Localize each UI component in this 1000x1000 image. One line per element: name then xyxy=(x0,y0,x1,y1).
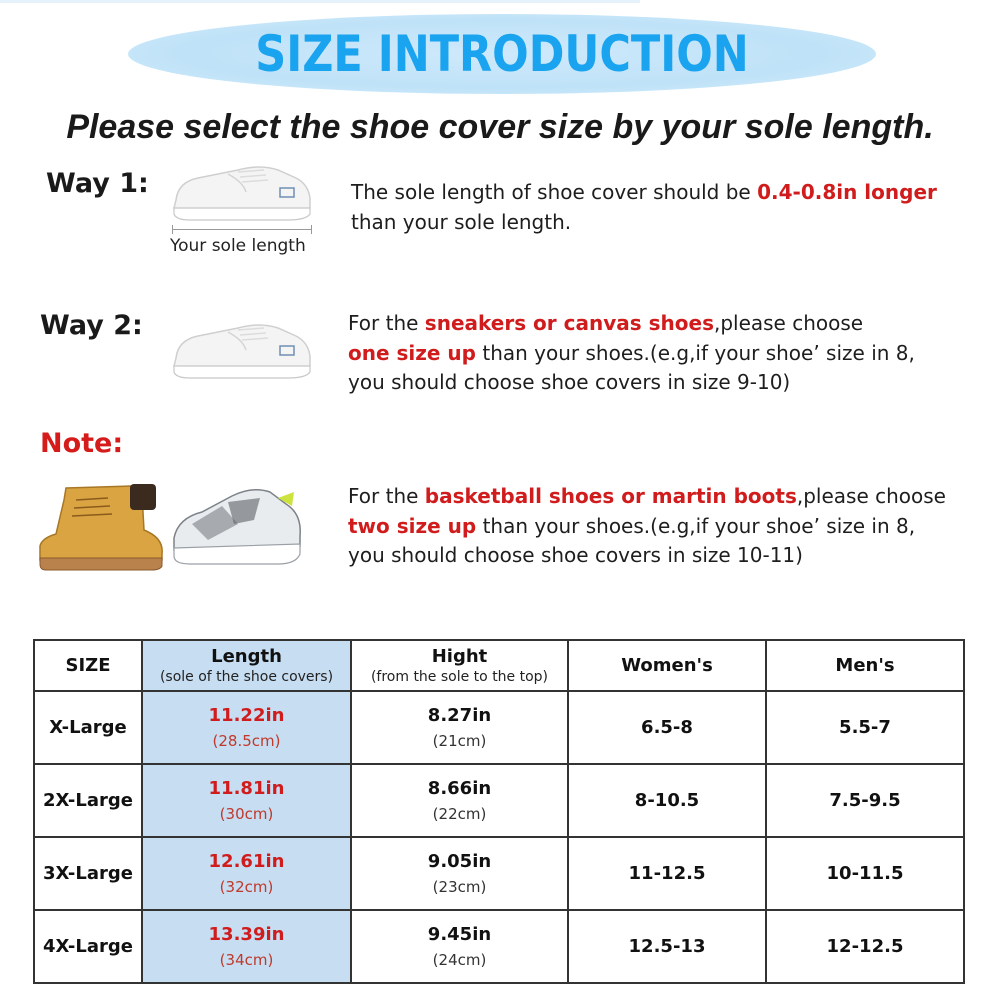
length-cm: (28.5cm) xyxy=(212,732,281,750)
length-cell xyxy=(142,764,351,837)
women-cell: 6.5-8 xyxy=(568,691,766,764)
note-line1-b: ,please choose xyxy=(796,484,946,508)
basketball-shoe-image xyxy=(168,484,308,568)
size-cell: 2X-Large xyxy=(34,764,142,837)
way2-line2-b: than your shoes.(e.g,if your shoe’ size in 8, xyxy=(476,340,915,365)
length-in: 11.81in xyxy=(208,778,285,799)
length-cm: (30cm) xyxy=(219,805,274,823)
header-hight-sub: (from the sole to the top) xyxy=(370,669,549,685)
way1-description xyxy=(351,178,937,237)
white-sneaker-image xyxy=(168,160,318,226)
hight-in: 9.45in xyxy=(427,924,492,945)
length-in: 11.22in xyxy=(208,705,285,726)
hight-cm: (24cm) xyxy=(432,951,487,969)
way1-text-b: than your sole length. xyxy=(351,209,572,234)
hight-cm: (22cm) xyxy=(432,805,487,823)
sole-length-caption: Your sole length xyxy=(170,236,306,256)
page-title: SIZE INTRODUCTION xyxy=(255,25,749,83)
header-size: SIZE xyxy=(34,640,142,691)
note-line3: you should choose shoe covers in size 10-11) xyxy=(348,543,803,567)
length-cm: (34cm) xyxy=(219,951,274,969)
way2-description xyxy=(348,309,915,398)
hight-cell xyxy=(351,691,568,764)
women-cell: 12.5-13 xyxy=(568,910,766,983)
men-cell: 10-11.5 xyxy=(766,837,964,910)
length-in: 12.61in xyxy=(208,851,285,872)
hight-in: 8.66in xyxy=(427,778,492,799)
note-label: Note: xyxy=(40,428,124,459)
table-row xyxy=(34,910,964,983)
hight-in: 8.27in xyxy=(427,705,492,726)
martin-boot-image xyxy=(36,480,166,572)
men-cell: 7.5-9.5 xyxy=(766,764,964,837)
note-line1-a: For the xyxy=(348,484,425,508)
hight-cm: (21cm) xyxy=(432,732,487,750)
hight-in: 9.05in xyxy=(427,851,492,872)
header-women: Women's xyxy=(568,640,766,691)
length-cell xyxy=(142,837,351,910)
note-line1-highlight: basketball shoes or martin boots xyxy=(424,484,797,508)
white-sneaker-image xyxy=(168,318,318,384)
way2-line1-a: For the xyxy=(348,311,425,335)
note-line2-highlight: two size up xyxy=(348,513,477,538)
note-line2-b: than your shoes.(e.g,if your shoe’ size in 8, xyxy=(476,513,916,538)
way1-text-a: The sole length of shoe cover should be xyxy=(351,180,758,204)
way2-line3: you should choose shoe covers in size 9-10) xyxy=(348,370,791,394)
top-rule xyxy=(0,0,640,3)
men-cell: 5.5-7 xyxy=(766,691,964,764)
hight-cm: (23cm) xyxy=(432,878,487,896)
size-table xyxy=(33,639,965,984)
way2-line1-highlight: sneakers or canvas shoes xyxy=(424,311,714,335)
hight-cell xyxy=(351,837,568,910)
header-length-label: Length xyxy=(211,646,282,667)
table-row xyxy=(34,691,964,764)
note-description xyxy=(348,482,946,571)
length-cell xyxy=(142,691,351,764)
women-cell: 11-12.5 xyxy=(568,837,766,910)
header-length xyxy=(142,640,351,691)
header-hight xyxy=(351,640,568,691)
measure-line xyxy=(172,229,312,230)
way2-label: Way 2: xyxy=(40,310,143,341)
length-cm: (32cm) xyxy=(219,878,274,896)
page-subtitle: Please select the shoe cover size by your sole length. xyxy=(66,108,934,146)
length-in: 13.39in xyxy=(208,924,285,945)
way1-label: Way 1: xyxy=(46,168,149,199)
way2-line1-b: ,please choose xyxy=(713,311,864,335)
hight-cell xyxy=(351,910,568,983)
size-cell: 4X-Large xyxy=(34,910,142,983)
size-cell: 3X-Large xyxy=(34,837,142,910)
way2-line2-highlight: one size up xyxy=(348,340,476,365)
length-cell xyxy=(142,910,351,983)
header-hight-label: Hight xyxy=(431,646,488,667)
header-length-sub: (sole of the shoe covers) xyxy=(159,669,334,685)
table-row xyxy=(34,837,964,910)
women-cell: 8-10.5 xyxy=(568,764,766,837)
size-cell: X-Large xyxy=(34,691,142,764)
way1-highlight: 0.4-0.8in longer xyxy=(757,180,937,204)
header-men: Men's xyxy=(766,640,964,691)
men-cell: 12-12.5 xyxy=(766,910,964,983)
hight-cell xyxy=(351,764,568,837)
table-header-row xyxy=(34,640,964,691)
table-row xyxy=(34,764,964,837)
